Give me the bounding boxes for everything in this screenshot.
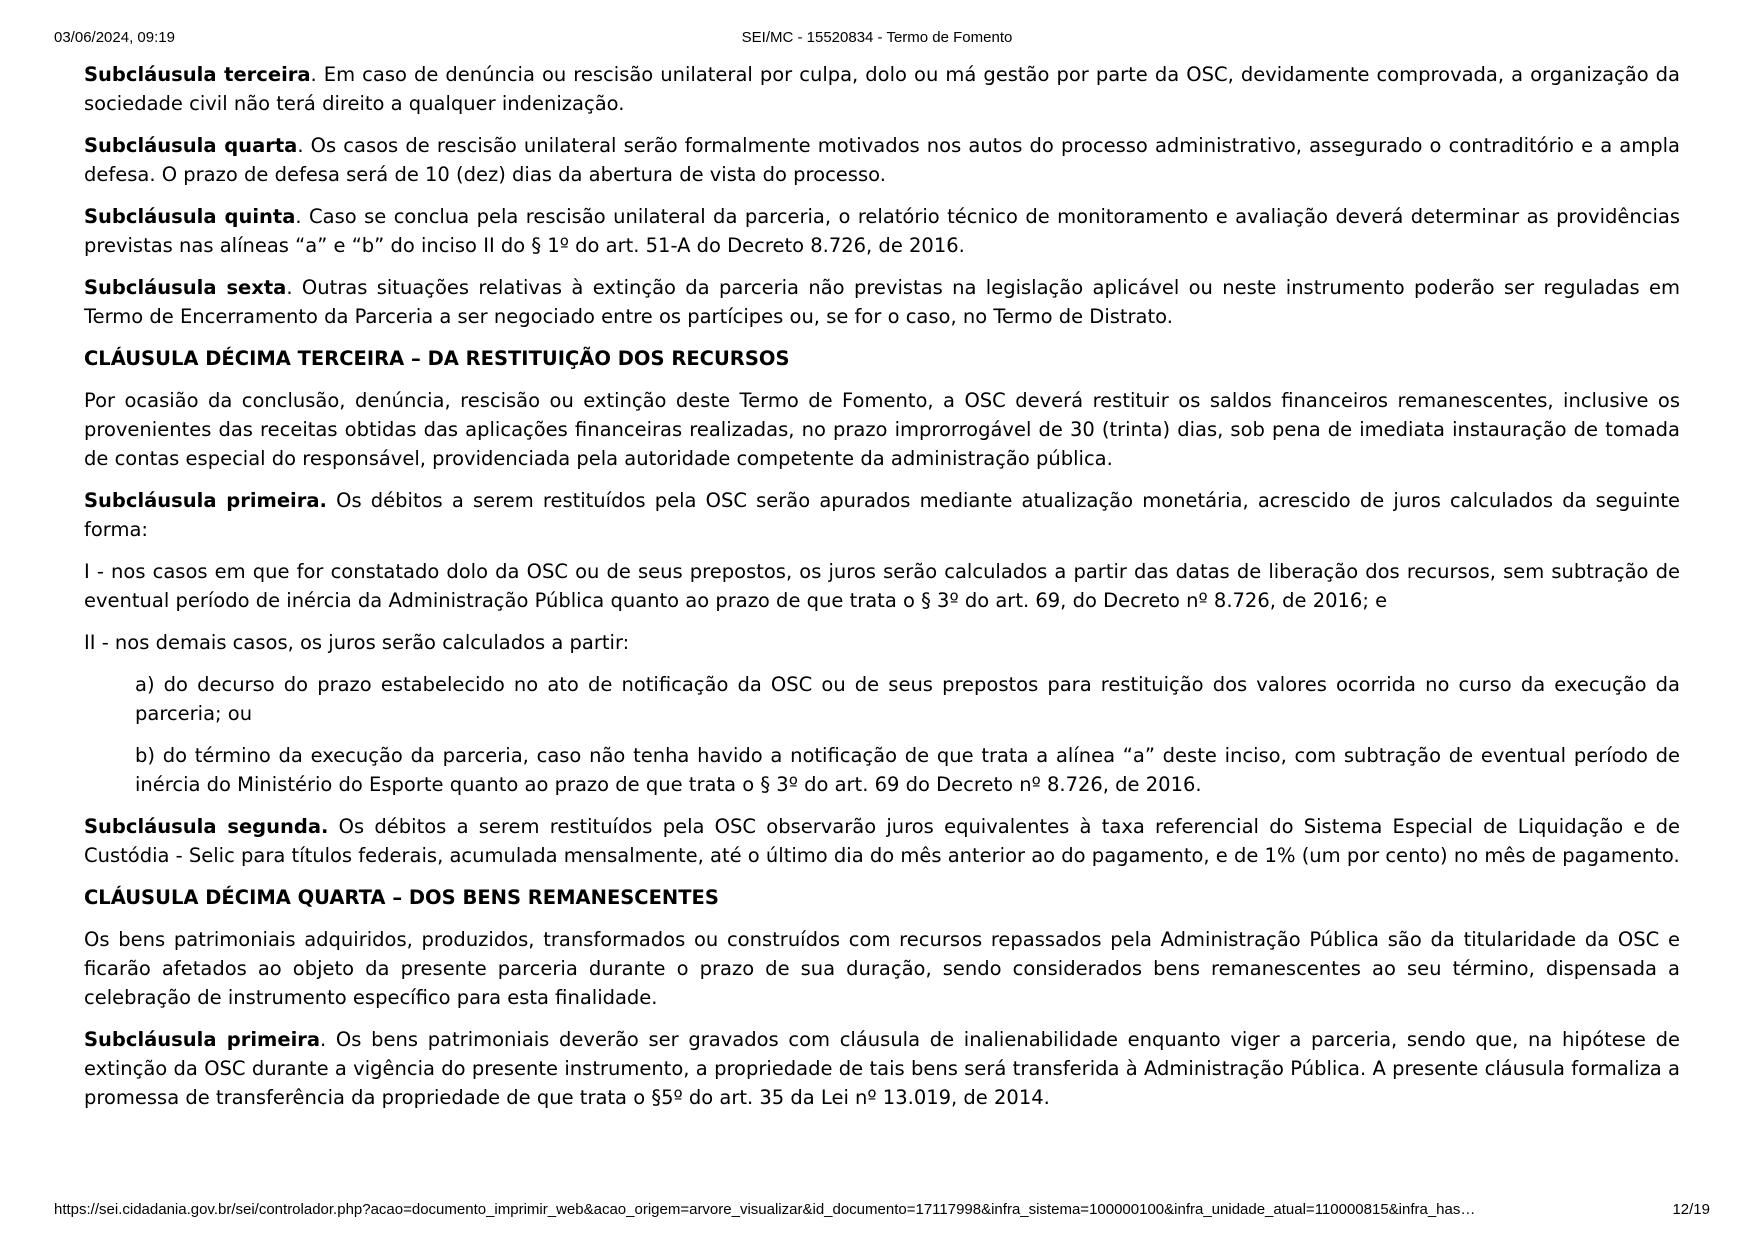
paragraph-restituicao: Por ocasião da conclusão, denúncia, rescisão ou extinção deste Termo de Fomento, a OSC deverá restituir os saldos financeiros remanescentes, inclusive os provenientes das receitas obtidas das aplicações financeiras realizadas, no prazo improrrogável de 30 (trinta) dias, sob pena de imediata instauração de tomada de contas especial do responsável, providenciada pela autoridade competente da administração pública. bbox=[84, 389, 1680, 470]
paragraph-bens: Os bens patrimoniais adquiridos, produzidos, transformados ou construídos com recursos repassados pela Administração Pública são da titularidade da OSC e ficarão afetados ao objeto da presente parceria durante o prazo de sua duração, sendo considerados bens remanescentes ao seu término, dispensada a celebração de instrumento específico para esta finalidade. bbox=[84, 928, 1680, 1009]
paragraph-subclausula-segunda bbox=[84, 812, 1680, 870]
page-url: https://sei.cidadania.gov.br/sei/controlador.php?acao=documento_imprimir_web&acao_origem=arvore_visualizar&id_documento=17117998&infra_sistema=100000100&infra_unidade_atual=110000815&infra_has… bbox=[54, 1201, 1476, 1218]
print-datetime: 03/06/2024, 09:19 bbox=[54, 29, 175, 46]
paragraph-lead: Subcláusula terceira bbox=[84, 63, 311, 86]
document-title: SEI/MC - 15520834 - Termo de Fomento bbox=[741, 29, 1013, 46]
paragraph-lead: Subcláusula primeira. bbox=[84, 489, 327, 512]
paragraph-text: . Os casos de rescisão unilateral serão formalmente motivados nos autos do processo administrativo, assegurado o contraditório e a ampla defesa. O prazo de defesa será de 10 (dez) dias da abertura de vista do processo. bbox=[84, 134, 1680, 186]
paragraph-lead: Subcláusula primeira bbox=[84, 1028, 321, 1051]
paragraph-text: Os débitos a serem restituídos pela OSC serão apurados mediante atualização monetária, acrescido de juros calculados da seguinte forma: bbox=[84, 489, 1680, 541]
paragraph-lead: Subcláusula sexta bbox=[84, 276, 287, 299]
section-heading-bens: CLÁUSULA DÉCIMA QUARTA – DOS BENS REMANESCENTES bbox=[84, 886, 719, 909]
paragraph-text: . Caso se conclua pela rescisão unilateral da parceria, o relatório técnico de monitoramento e avaliação deverá determinar as providências previstas nas alíneas “a” e “b” do inciso II do § 1º do art. 51-A do Decreto 8.726, de 2016. bbox=[84, 205, 1680, 257]
page-number: 12/19 bbox=[1672, 1201, 1710, 1218]
paragraph-text: . Os bens patrimoniais deverão ser gravados com cláusula de inalienabilidade enquanto viger a parceria, sendo que, na hipótese de extinção da OSC durante a vigência do presente instrumento, a propriedade de tais bens será transferida à Administração Pública. A presente cláusula formaliza a promessa de transferência da propriedade de que trata o §5º do art. 35 da Lei nº 13.019, de 2014. bbox=[84, 1028, 1680, 1109]
paragraph-inciso-ii: II - nos demais casos, os juros serão calculados a partir: bbox=[84, 631, 630, 654]
paragraph-alinea-a: a) do decurso do prazo estabelecido no ato de notificação da OSC ou de seus prepostos para restituição dos valores ocorrida no curso da execução da parceria; ou bbox=[135, 673, 1680, 725]
paragraph-alinea-b: b) do término da execução da parceria, caso não tenha havido a notificação de que trata a alínea “a” deste inciso, com subtração de eventual período de inércia do Ministério do Esporte quanto ao prazo de que trata o § 3º do art. 69 do Decreto nº 8.726, de 2016. bbox=[135, 744, 1680, 796]
paragraph-subclausula-primeira-bens bbox=[84, 1025, 1680, 1112]
section-heading-restituicao: CLÁUSULA DÉCIMA TERCEIRA – DA RESTITUIÇÃO DOS RECURSOS bbox=[84, 347, 790, 370]
paragraph-subclausula-sexta bbox=[84, 273, 1680, 331]
paragraph-text: . Outras situações relativas à extinção da parceria não previstas na legislação aplicável ou neste instrumento poderão ser reguladas em Termo de Encerramento da Parceria a ser negociado entre os partícipes ou, se for o caso, no Termo de Distrato. bbox=[84, 276, 1680, 328]
paragraph-lead: Subcláusula quarta bbox=[84, 134, 298, 157]
paragraph-text: . Em caso de denúncia ou rescisão unilateral por culpa, dolo ou má gestão por parte da OSC, devidamente comprovada, a organização da sociedade civil não terá direito a qualquer indenização. bbox=[84, 63, 1680, 115]
paragraph-text: Os débitos a serem restituídos pela OSC observarão juros equivalentes à taxa referencial do Sistema Especial de Liquidação e de Custódia - Selic para títulos federais, acumulada mensalmente, até o último dia do mês anterior ao do pagamento, e de 1% (um por cento) no mês de pagamento. bbox=[84, 815, 1680, 867]
paragraph-subclausula-primeira bbox=[84, 486, 1680, 544]
paragraph-subclausula-quinta bbox=[84, 202, 1680, 260]
document-body bbox=[84, 60, 1680, 1125]
paragraph-lead: Subcláusula quinta bbox=[84, 205, 296, 228]
paragraph-lead: Subcláusula segunda. bbox=[84, 815, 329, 838]
paragraph-subclausula-terceira bbox=[84, 60, 1680, 118]
paragraph-inciso-i: I - nos casos em que for constatado dolo da OSC ou de seus prepostos, os juros serão calculados a partir das datas de liberação dos recursos, sem subtração de eventual período de inércia da Administração Pública quanto ao prazo de que trata o § 3º do art. 69, do Decreto nº 8.726, de 2016; e bbox=[84, 560, 1680, 612]
paragraph-subclausula-quarta bbox=[84, 131, 1680, 189]
